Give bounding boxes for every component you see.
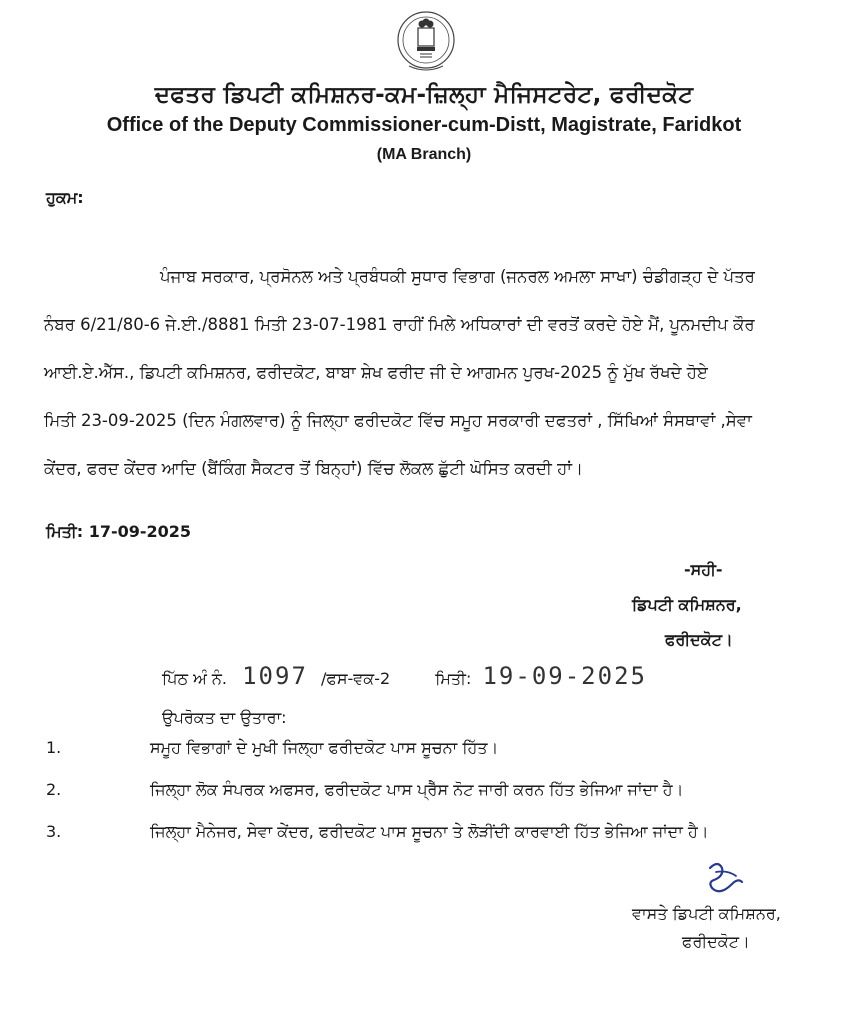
list-item-text: ਸਮੂਹ ਵਿਭਾਗਾਂ ਦੇ ਮੁਖੀ ਜਿਲ੍ਹਾ ਫਰੀਦਕੋਟ ਪਾਸ ਸੂਚਨਾ ਹਿੱਤ।	[150, 738, 499, 757]
branch-label: (MA Branch)	[376, 146, 472, 163]
signatory-designation: ਡਿਪਟੀ ਕਮਿਸ਼ਨਰ,	[632, 595, 742, 614]
list-item	[46, 780, 826, 820]
order-line: ਕੇਂਦਰ, ਫਰਦ ਕੇਂਦਰ ਆਦਿ (ਬੈਂਕਿੰਗ ਸੈਕਟਰ ਤੋਂ ਬਿਨ੍ਹਾਂ) ਵਿੱਚ ਲੋਕਲ ਛੁੱਟੀ ਘੋਸਿਤ ਕਰਦੀ ਹਾਂ।	[44, 459, 584, 478]
office-title-punjabi: ਦਫਤਰ ਡਿਪਟੀ ਕਮਿਸ਼ਨਰ-ਕਮ-ਜ਼ਿਲ੍ਹਾ ਮੈਜਿਸਟਰੇਟ, ਫਰੀਦਕੋਟ	[154, 82, 694, 108]
order-line: ਆਈ.ਏ.ਐੱਸ., ਡਿਪਟੀ ਕਮਿਸ਼ਨਰ, ਫਰੀਦਕੋਟ, ਬਾਬਾ ਸ਼ੇਖ ਫਰੀਦ ਜੀ ਦੇ ਆਗਮਨ ਪੁਰਖ-2025 ਨੂੰ ਮੁੱਖ ਰੱਖਦੇ ਹੋਏ	[44, 363, 708, 382]
order-date: ਮਿਤੀ: 17-09-2025	[46, 522, 192, 541]
for-place: ਫਰੀਦਕੋਟ।	[682, 932, 750, 951]
copy-heading: ਉਪਰੋਕਤ ਦਾ ਉਤਾਰਾ:	[162, 708, 287, 727]
list-item-number: 2.	[46, 780, 62, 799]
endorsement-label: ਪਿੱਠ ਅੰ ਨੰ.	[162, 669, 228, 688]
endorsement-number: 1097	[242, 662, 308, 690]
signed-mark: -ਸਹੀ-	[684, 560, 723, 579]
order-paragraph	[44, 253, 804, 493]
list-item-number: 3.	[46, 822, 62, 841]
list-item-text: ਜਿਲ੍ਹਾ ਲੋਕ ਸੰਪਰਕ ਅਫਸਰ, ਫਰੀਦਕੋਟ ਪਾਸ ਪ੍ਰੈੱਸ ਨੋਟ ਜਾਰੀ ਕਰਨ ਹਿੱਤ ਭੇਜਿਆ ਜਾਂਦਾ ਹੈ।	[150, 780, 684, 799]
for-deputy-commissioner: ਵਾਸਤੇ ਡਿਪਟੀ ਕਮਿਸ਼ਨਰ,	[632, 904, 781, 923]
order-line: ਮਿਤੀ 23-09-2025 (ਦਿਨ ਮੰਗਲਵਾਰ) ਨੂੰ ਜਿਲ੍ਹਾ ਫਰੀਦਕੋਟ ਵਿੱਚ ਸਮੂਹ ਸਰਕਾਰੀ ਦਫਤਰਾਂ , ਸਿੱਖਿਆਂ ਸੰਸਥਾਵਾਂ ,ਸੇਵਾ	[44, 411, 752, 430]
list-item-number: 1.	[46, 738, 62, 757]
order-line: ਨੰਬਰ 6/21/80-6 ਜੇ.ਈ./8881 ਮਿਤੀ 23-07-1981 ਰਾਹੀਂ ਮਿਲੇ ਅਧਿਕਾਰਾਂ ਦੀ ਵਰਤੋਂ ਕਰਦੇ ਹੋਏ ਮੈਂ, ਪੂਨਮਦੀਪ ਕੌਰ	[44, 315, 755, 334]
order-line: ਪੰਜਾਬ ਸਰਕਾਰ, ਪ੍ਰਸੋਨਲ ਅਤੇ ਪ੍ਰਬੰਧਕੀ ਸੁਧਾਰ ਵਿਭਾਗ (ਜਨਰਲ ਅਮਲਾ ਸਾਖਾ) ਚੰਡੀਗੜ੍ਹ ਦੇ ਪੱਤਰ	[160, 267, 755, 286]
office-title-english: Office of the Deputy Commissioner-cum-Distt, Magistrate, Faridkot	[106, 114, 742, 136]
signatory-place: ਫਰੀਦਕੋਟ।	[665, 630, 733, 649]
endorsement-date: 19-09-2025	[482, 662, 647, 690]
emblem-icon	[395, 8, 457, 78]
endorsement-suffix: /ਫਸ-ਵਕ-2	[321, 669, 391, 688]
list-item-text: ਜਿਲ੍ਹਾ ਮੈਨੇਜਰ, ਸੇਵਾ ਕੇਂਦਰ, ਫਰੀਦਕੋਟ ਪਾਸ ਸੂਚਨਾ ਤੇ ਲੋੜੀਂਦੀ ਕਾਰਵਾਈ ਹਿੱਤ ਭੇਜਿਆ ਜਾਂਦਾ ਹੈ।	[150, 822, 709, 841]
list-item	[46, 738, 826, 778]
list-item	[46, 822, 826, 862]
order-heading: ਹੁਕਮ:	[46, 188, 84, 207]
handwritten-signature-icon	[698, 858, 748, 900]
endorsement-line	[162, 662, 647, 690]
endorsement-date-label: ਮਿਤੀ:	[435, 669, 472, 688]
